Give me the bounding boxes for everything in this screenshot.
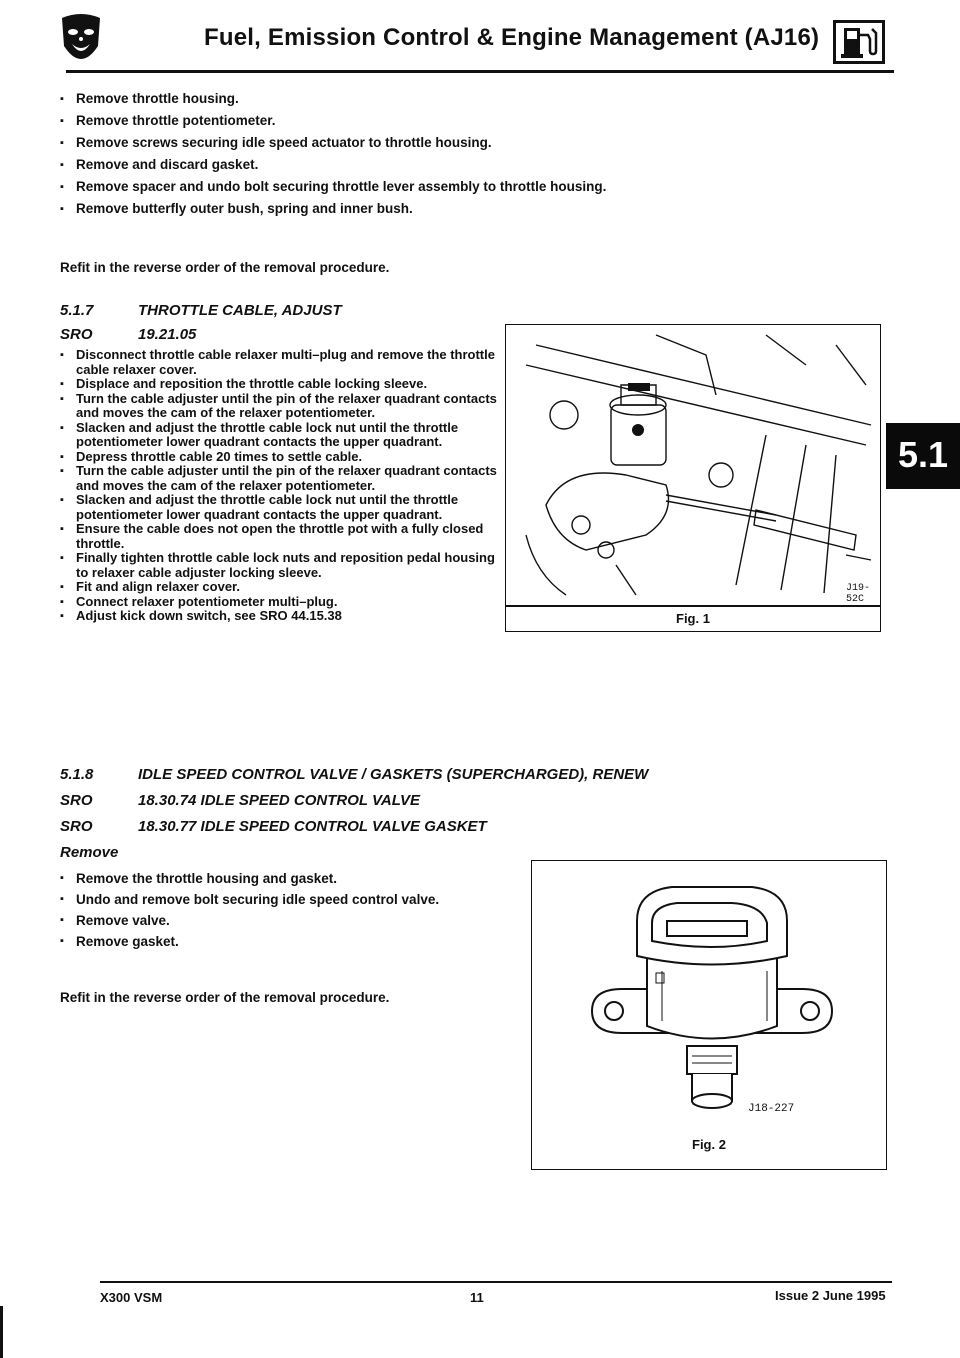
footer-issue: Issue 2 June 1995 — [775, 1288, 886, 1303]
list-item: ▪ Undo and remove bolt securing idle speed control valve. — [60, 889, 520, 910]
list-item: ▪ Remove throttle housing. — [60, 88, 820, 110]
section-517-heading — [60, 302, 342, 319]
list-item: ▪ Finally tighten throttle cable lock nuts and reposition pedal housing to relaxer cable adjuster locking sleeve. — [60, 551, 500, 580]
sro-label: SRO — [60, 326, 93, 343]
section-517-sro — [60, 326, 196, 343]
list-item: ▪ Remove spacer and undo bolt securing throttle lever assembly to throttle housing. — [60, 176, 820, 198]
figure-1 — [505, 324, 881, 632]
figure-1-code: J19-52C — [846, 583, 871, 605]
section-518-step-list — [60, 868, 520, 952]
list-item: ▪ Remove screws securing idle speed actuator to throttle housing. — [60, 132, 820, 154]
section-title: IDLE SPEED CONTROL VALVE / GASKETS (SUPERCHARGED), RENEW — [138, 766, 649, 783]
intro-refit-note: Refit in the reverse order of the removal procedure. — [60, 260, 390, 275]
list-item: ▪ Remove the throttle housing and gasket. — [60, 868, 520, 889]
fuel-pump-icon — [833, 20, 885, 64]
sro-label: SRO — [60, 818, 93, 835]
list-item: ▪ Remove butterfly outer bush, spring and inner bush. — [60, 198, 820, 220]
section-518-sro-1 — [60, 792, 420, 809]
section-518-refit-note: Refit in the reverse order of the removal procedure. — [60, 990, 390, 1005]
list-item: ▪ Remove and discard gasket. — [60, 154, 820, 176]
section-title: THROTTLE CABLE, ADJUST — [138, 302, 342, 319]
list-item: ▪ Remove gasket. — [60, 931, 520, 952]
figure-2 — [531, 860, 887, 1170]
list-item: ▪ Slacken and adjust the throttle cable lock nut until the throttle potentiometer lower quadrant contacts the upper quadrant. — [60, 493, 500, 522]
list-item: ▪ Displace and reposition the throttle cable locking sleeve. — [60, 377, 500, 392]
intro-step-list — [60, 88, 820, 220]
list-item: ▪ Adjust kick down switch, see SRO 44.15.38 — [60, 609, 500, 624]
list-item: ▪ Turn the cable adjuster until the pin of the relaxer quadrant contacts and moves the cam of the relaxer potentiometer. — [60, 392, 500, 421]
list-item: ▪ Disconnect throttle cable relaxer multi–plug and remove the throttle cable relaxer cover. — [60, 348, 500, 377]
figure-1-caption: Fig. 1 — [676, 611, 710, 626]
sro-value: 18.30.74 IDLE SPEED CONTROL VALVE — [138, 792, 421, 809]
idle-speed-valve-illustration — [532, 861, 885, 1141]
sro-label: SRO — [60, 792, 93, 809]
list-item: ▪ Turn the cable adjuster until the pin of the relaxer quadrant contacts and moves the cam of the relaxer potentiometer. — [60, 464, 500, 493]
page-number: 11 — [470, 1290, 484, 1305]
section-number: 5.1.7 — [60, 302, 94, 319]
section-517-step-list — [60, 348, 500, 624]
list-item: ▪ Remove valve. — [60, 910, 520, 931]
sro-value: 19.21.05 — [138, 326, 197, 343]
section-518-heading — [60, 766, 648, 783]
section-tab — [886, 423, 960, 489]
figure-2-caption: Fig. 2 — [692, 1137, 726, 1152]
list-item: ▪ Depress throttle cable 20 times to settle cable. — [60, 450, 500, 465]
throttle-cable-illustration — [506, 325, 879, 603]
section-518-sro-2 — [60, 818, 487, 835]
section-number: 5.1.8 — [60, 766, 94, 783]
footer-document-code: X300 VSM — [100, 1290, 163, 1305]
list-item: ▪ Ensure the cable does not open the throttle pot with a fully closed throttle. — [60, 522, 500, 551]
footer-rule — [100, 1281, 892, 1283]
list-item: ▪ Remove throttle potentiometer. — [60, 110, 820, 132]
sro-value: 18.30.77 IDLE SPEED CONTROL VALVE GASKET — [138, 818, 487, 835]
jaguar-head-logo — [58, 12, 104, 70]
header-rule — [66, 70, 894, 73]
remove-heading: Remove — [60, 844, 119, 861]
scan-edge-line — [0, 1306, 3, 1358]
figure-2-code: J18-227 — [748, 1103, 795, 1115]
list-item: ▪ Connect relaxer potentiometer multi–plug. — [60, 595, 500, 610]
list-item: ▪ Fit and align relaxer cover. — [60, 580, 500, 595]
page-header-title: Fuel, Emission Control & Engine Management (AJ16) — [204, 24, 820, 51]
section-tab-label: 5.1 — [898, 434, 949, 475]
figure-divider — [506, 605, 880, 607]
list-item: ▪ Slacken and adjust the throttle cable lock nut until the throttle potentiometer lower quadrant contacts the upper quadrant. — [60, 421, 500, 450]
